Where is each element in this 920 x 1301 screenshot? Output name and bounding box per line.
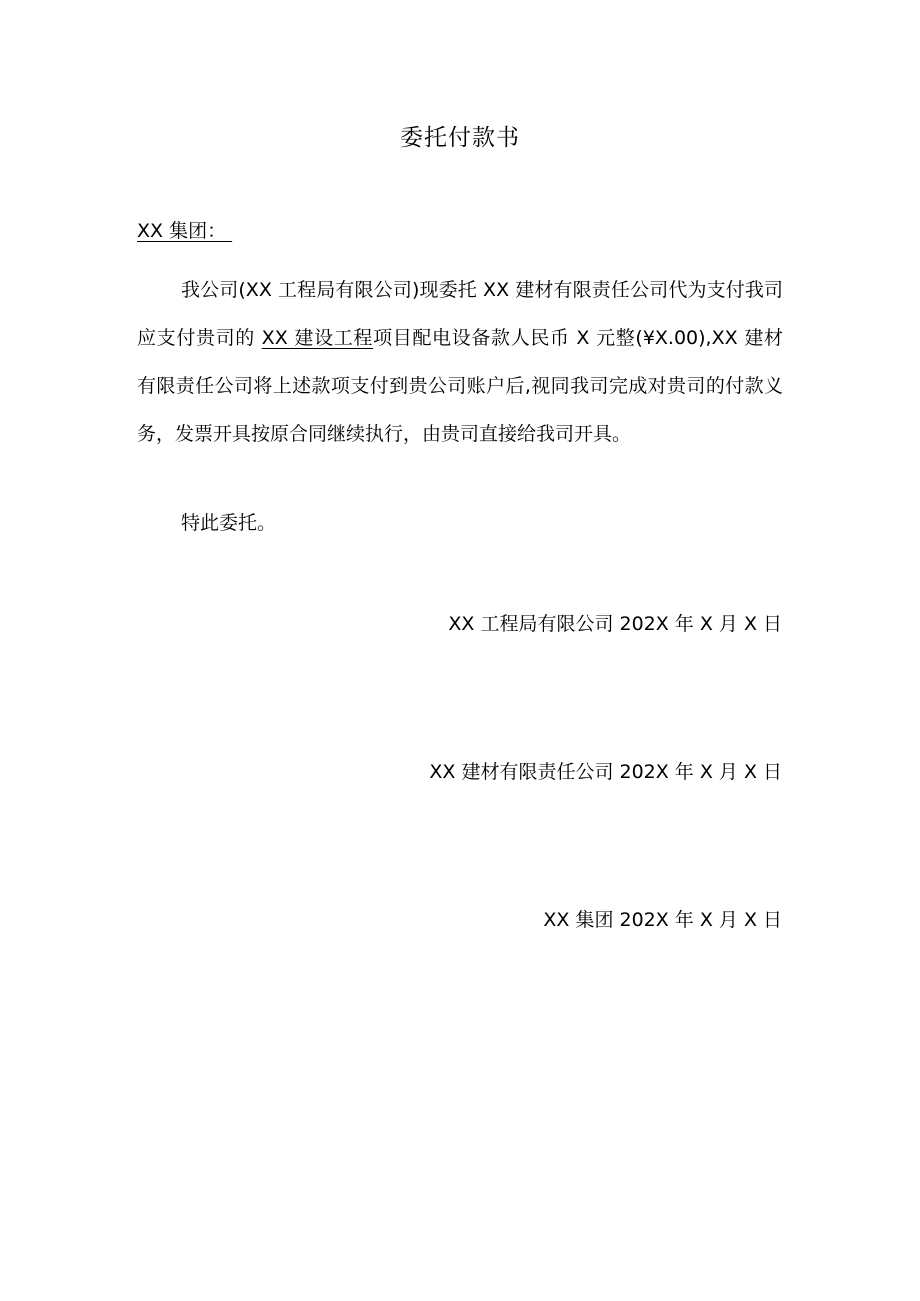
closing-line: 特此委托。	[181, 512, 277, 534]
document-title: 委托付款书	[400, 125, 520, 151]
body-text-part-1: 我公司(XX 工程局有限公司)现委托 XX 建材有限责任公司代为支付我司应支付贵司的	[137, 279, 783, 349]
project-name: XX 建设工程	[261, 327, 374, 349]
body-paragraph	[137, 266, 783, 458]
addressee-line: XX 集团：	[137, 220, 233, 242]
signature-building-materials: XX 建材有限责任公司 202X 年 X 月 X 日	[429, 761, 782, 783]
signature-group: XX 集团 202X 年 X 月 X 日	[543, 909, 782, 931]
body-text-part-2: 项目配电设备款人民币 X 元整(¥X.00),XX 建材有限责任公司将上述款项支付到贵公司账户后,视同我司完成对贵司的付款义务，发票开具按原合同继续执行，由贵司直接给我司开具。	[137, 327, 783, 445]
signature-engineering-bureau: XX 工程局有限公司 202X 年 X 月 X 日	[448, 613, 782, 635]
